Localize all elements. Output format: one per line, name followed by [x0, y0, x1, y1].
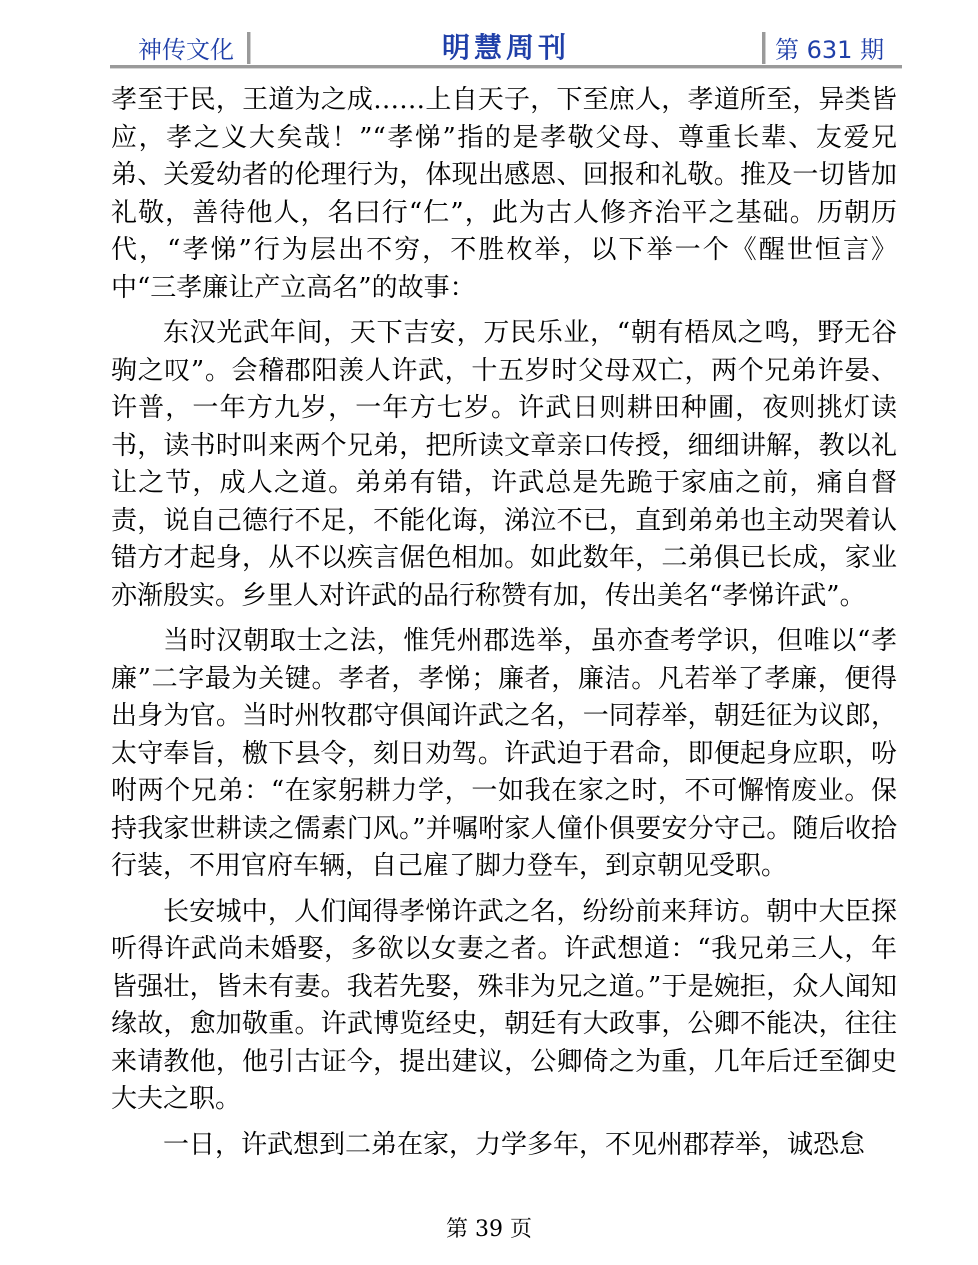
- header-divider-right: [762, 32, 766, 64]
- page-header: [110, 22, 902, 68]
- paragraph: 当时汉朝取士之法，惟凭州郡选举，虽亦查考学识，但唯以“孝廉”二字最为关键。孝者，孝悌；廉者，廉洁。凡若举了孝廉，便得出身为官。当时州牧郡守俱闻许武之名，一同荐举，朝廷征为议郎，太守奉旨，檄下县令，刻日劝驾。许武迫于君命，即便起身应职，吩咐两个兄弟：“在家躬耕力学，一如我在家之时，不可懈惰废业。保持我家世耕读之儒素门风。”并嘱咐家人僮仆俱要安分守己。随后收拾行装，不用官府车辆，自己雇了脚力登车，到京朝见受职。: [111, 626, 897, 881]
- article-body: [111, 82, 897, 1172]
- publication-title: 明慧周刊: [441, 31, 570, 64]
- page-number: 第 39 页: [446, 1217, 532, 1242]
- paragraph: 长安城中，人们闻得孝悌许武之名，纷纷前来拜访。朝中大臣探听得许武尚未婚娶，多欲以女妻之者。许武想道：“我兄弟三人，年皆强壮，皆未有妻。我若先娶，殊非为兄之道。”于是婉拒，众人闻知缘故，愈加敬重。许武博览经史，朝廷有大政事，公卿不能决，往往来请教他，他引古证今，提出建议，公卿倚之为重，几年后迁至御史大夫之职。: [111, 896, 897, 1114]
- paragraph: 孝至于民，王道为之成……上自天子，下至庶人，孝道所至，异类皆应，孝之义大矣哉！”“孝悌”指的是孝敬父母、尊重长辈、友爱兄弟、关爱幼者的伦理行为，体现出感恩、回报和礼敬。推及一切皆加礼敬，善待他人，名曰行“仁”，此为古人修齐治平之基础。历朝历代，“孝悌”行为层出不穷，不胜枚举，以下举一个《醒世恒言》中“三孝廉让产立高名”的故事：: [111, 85, 897, 303]
- section-label: 神传文化: [138, 36, 234, 64]
- paragraph: 东汉光武年间，天下吉安，万民乐业，“朝有梧凤之鸣，野无谷驹之叹”。会稽郡阳羡人许武，十五岁时父母双亡，两个兄弟许晏、许普，一年方九岁，一年方七岁。许武日则耕田种圃，夜则挑灯读书，读书时叫来两个兄弟，把所读文章亲口传授，细细讲解，教以礼让之节，成人之道。弟弟有错，许武总是先跪于家庙之前，痛自督责，说自己德行不足，不能化诲，涕泣不已，直到弟弟也主动哭着认错方才起身，从不以疾言倨色相加。如此数年，二弟俱已长成，家业亦渐殷实。乡里人对许武的品行称赞有加，传出美名“孝悌许武”。: [111, 318, 897, 611]
- paragraph: 一日，许武想到二弟在家，力学多年，不见州郡荐举，诚恐怠: [163, 1129, 866, 1160]
- header-rule: [110, 65, 902, 69]
- issue-number: 第 631 期: [775, 36, 885, 64]
